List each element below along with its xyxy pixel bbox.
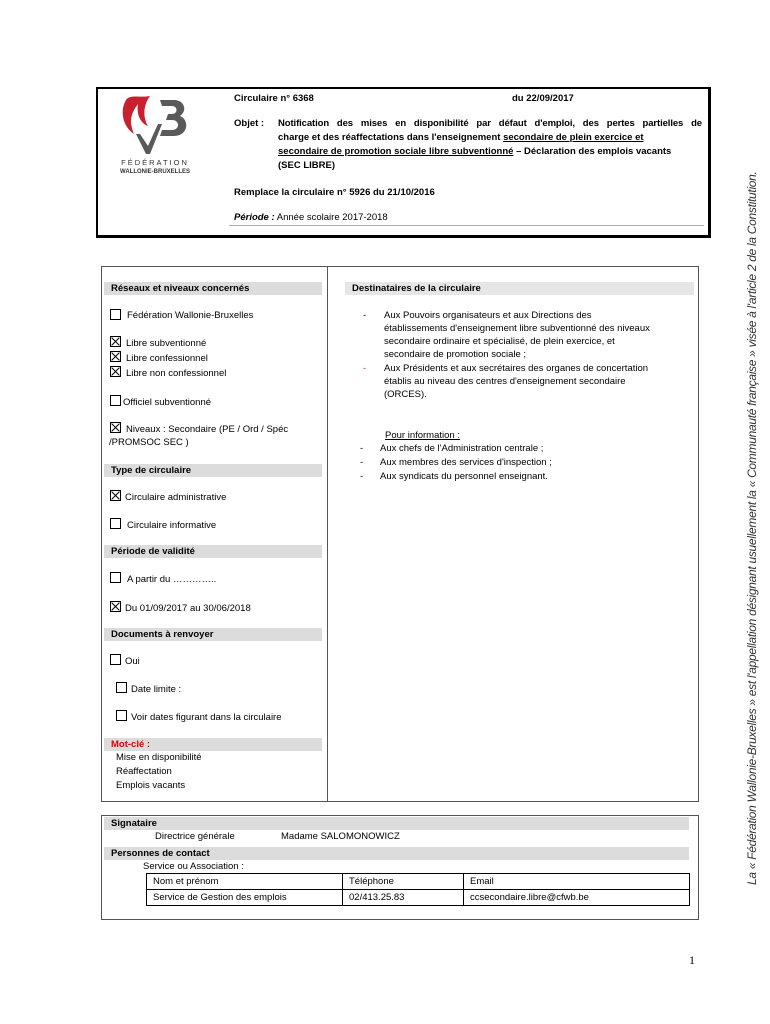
service-label: Service ou Association : bbox=[143, 861, 244, 872]
replace-note: Remplace la circulaire n° 5926 du 21/10/2016 bbox=[234, 187, 435, 198]
checkbox-libre-non-confessionnel[interactable] bbox=[110, 366, 121, 377]
objet-line2 bbox=[278, 132, 644, 143]
header-name: Nom et prénom bbox=[147, 874, 343, 890]
label-voir-dates: Voir dates figurant dans la circulaire bbox=[131, 712, 282, 723]
label-officiel: Officiel subventionné bbox=[123, 397, 212, 408]
objet-line2-text: charge et des réaffectations dans l'enseignement bbox=[278, 132, 504, 143]
recipients-title: Destinataires de la circulaire bbox=[345, 282, 694, 295]
checkbox-libre-confessionnel[interactable] bbox=[110, 351, 121, 362]
keyword-1: Mise en disponibilité bbox=[116, 752, 202, 763]
checkbox-voir-dates[interactable] bbox=[116, 710, 127, 721]
objet-line3 bbox=[278, 146, 671, 157]
table-row bbox=[147, 890, 690, 906]
label-admin: Circulaire administrative bbox=[125, 492, 227, 503]
label-info: Circulaire informative bbox=[127, 520, 217, 531]
dash-1: - bbox=[363, 310, 367, 321]
objet-line1: Notification des mises en disponibilité par défaut d'emploi, des pertes partielles de bbox=[278, 118, 702, 129]
checkbox-info[interactable] bbox=[110, 518, 121, 529]
info-item-3: Aux syndicats du personnel enseignant. bbox=[380, 471, 548, 482]
checkbox-libre-subventionne[interactable] bbox=[110, 336, 121, 347]
logo-text-line2: WALLONIE-BRUXELLES bbox=[120, 169, 190, 175]
period-rule bbox=[229, 225, 704, 226]
info-item-1: Aux chefs de l'Administration centrale ; bbox=[380, 443, 544, 454]
dash-4: - bbox=[360, 457, 364, 468]
circular-date: du 22/09/2017 bbox=[512, 93, 574, 104]
signataire-title: Signataire bbox=[104, 817, 689, 830]
contact-table bbox=[146, 873, 690, 906]
federation-logo bbox=[110, 90, 200, 180]
validity-title: Période de validité bbox=[104, 545, 322, 558]
label-libre-non-confessionnel: Libre non confessionnel bbox=[126, 368, 227, 379]
label-niveaux-line1: Niveaux : Secondaire (PE / Ord / Spéc bbox=[126, 424, 289, 435]
recipient1-line1: Aux Pouvoirs organisateurs et aux Directions des bbox=[384, 310, 592, 321]
label-date-limite: Date limite : bbox=[131, 684, 182, 695]
period-value: Année scolaire 2017-2018 bbox=[274, 212, 388, 223]
checkbox-officiel[interactable] bbox=[110, 395, 121, 406]
networks-title: Réseaux et niveaux concernés bbox=[104, 282, 322, 295]
objet-line3-rest: – Déclaration des emplois vacants bbox=[513, 146, 672, 157]
info-item-2: Aux membres des services d'inspection ; bbox=[380, 457, 552, 468]
recipient2-line3: (ORCES). bbox=[384, 389, 427, 400]
checkbox-fwb[interactable] bbox=[110, 309, 121, 320]
objet-line4: (SEC LIBRE) bbox=[278, 160, 335, 171]
info-title: Pour information : bbox=[385, 430, 460, 441]
checkbox-niveaux[interactable] bbox=[110, 422, 121, 433]
label-niveaux-line2: /PROMSOC SEC ) bbox=[109, 437, 189, 448]
label-range: Du 01/09/2017 au 30/06/2018 bbox=[125, 603, 251, 614]
contacts-title: Personnes de contact bbox=[104, 847, 689, 860]
period-line bbox=[234, 212, 388, 223]
keyword-3: Emplois vacants bbox=[116, 780, 186, 791]
dash-3: - bbox=[360, 443, 364, 454]
period-label: Période : bbox=[234, 212, 275, 223]
checkbox-admin[interactable] bbox=[110, 490, 121, 501]
label-from: A partir du ………….. bbox=[127, 574, 217, 585]
dash-5: - bbox=[360, 471, 364, 482]
recipient2-line1: Aux Présidents et aux secrétaires des organes de concertation bbox=[384, 363, 649, 374]
recipient1-line3: secondaire ordinaire et spécialisé, de plein exercice, et bbox=[384, 336, 615, 347]
page-number: 1 bbox=[689, 953, 695, 967]
cell-name: Service de Gestion des emplois bbox=[147, 890, 343, 906]
signataire-role: Directrice générale bbox=[155, 831, 235, 842]
side-note: La « Fédération Wallonie-Bruxelles » est l'appellation désignant usuellement la « Communauté française » visée à l'article 2 de la Constitution. bbox=[745, 171, 759, 885]
objet-line2-underlined: secondaire de plein exercice et bbox=[503, 132, 644, 143]
checkbox-oui[interactable] bbox=[110, 654, 121, 665]
recipient1-line4: secondaire de promotion sociale ; bbox=[384, 349, 527, 360]
table-header-row bbox=[147, 874, 690, 890]
objet-prefix: Objet : bbox=[234, 118, 265, 129]
checkbox-from[interactable] bbox=[110, 572, 121, 583]
label-libre-confessionnel: Libre confessionnel bbox=[126, 353, 208, 364]
logo-text-line1: FÉDÉRATION bbox=[121, 158, 189, 167]
type-title: Type de circulaire bbox=[104, 464, 322, 477]
label-fwb: Fédération Wallonie-Bruxelles bbox=[127, 310, 254, 321]
checkbox-date-limite[interactable] bbox=[116, 682, 127, 693]
column-divider bbox=[327, 266, 328, 802]
label-libre-subventionne: Libre subventionné bbox=[126, 338, 207, 349]
objet-line3-underlined: secondaire de promotion sociale libre subventionné bbox=[278, 146, 514, 157]
circular-number: Circulaire n° 6368 bbox=[234, 93, 314, 104]
label-oui: Oui bbox=[125, 656, 140, 667]
header-email: Email bbox=[464, 874, 690, 890]
cell-phone: 02/413.25.83 bbox=[343, 890, 464, 906]
keywords-title: Mot-clé : bbox=[104, 738, 322, 751]
recipient1-line2: établissements d'enseignement libre subventionné des niveaux bbox=[384, 323, 650, 334]
recipient2-line2: établis au niveau des centres d'enseignement secondaire bbox=[384, 376, 626, 387]
dash-2: - bbox=[363, 363, 367, 374]
signataire-name: Madame SALOMONOWICZ bbox=[281, 831, 400, 842]
docs-title: Documents à renvoyer bbox=[104, 628, 322, 641]
header-phone: Téléphone bbox=[343, 874, 464, 890]
cell-email[interactable]: ccsecondaire.libre@cfwb.be bbox=[464, 890, 690, 906]
checkbox-range[interactable] bbox=[110, 601, 121, 612]
keyword-2: Réaffectation bbox=[116, 766, 172, 777]
